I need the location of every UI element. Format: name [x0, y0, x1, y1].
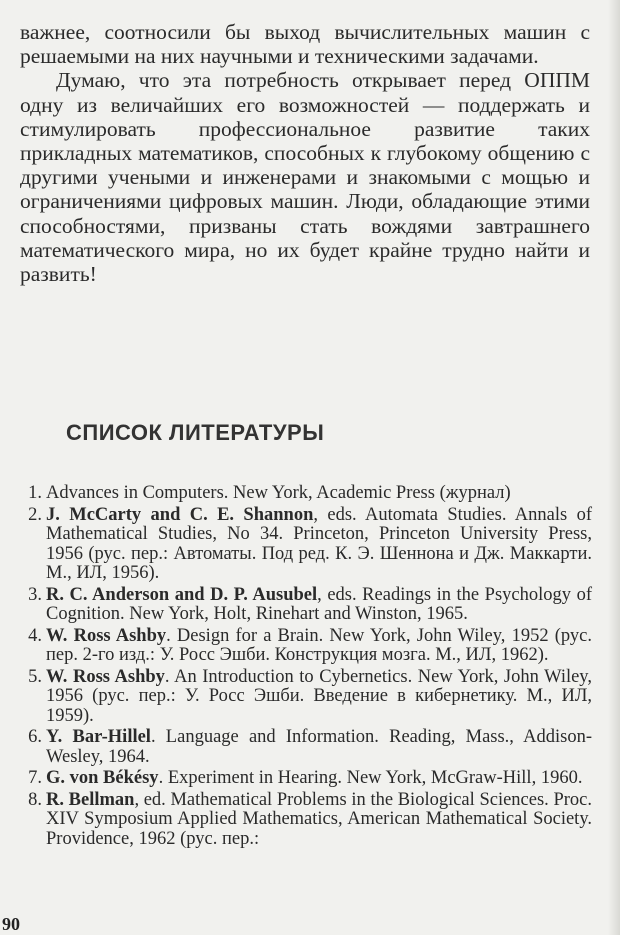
reference-text: . Language and Information. Reading, Mass., Addison-Wesley, 1964.	[46, 727, 592, 767]
reference-text: . An Introduction to Cybernetics. New York, John Wiley, 1956 (рус. пер.: У. Росс Эшби. Введение в кибернетику. М., ИЛ, 1959).	[46, 666, 592, 726]
reference-text: . Design for a Brain. New York, John Wiley, 1952 (рус. пер. 2-го изд.: У. Росс Эшби. Конструкция мозга. М., ИЛ, 1962).	[46, 625, 592, 665]
reference-item	[14, 627, 592, 666]
reference-text: . Experiment in Hearing. New York, McGraw-Hill, 1960.	[158, 768, 583, 788]
reference-authors: W. Ross Ashby	[46, 666, 165, 687]
reference-number: 2.	[28, 504, 42, 525]
reference-number: 1.	[28, 483, 42, 503]
reference-item	[14, 728, 592, 767]
reference-text: Advances in Computers. New York, Academic Press (журнал)	[46, 483, 511, 503]
reference-number: 5.	[28, 666, 42, 687]
reference-number: 3.	[28, 584, 42, 605]
reference-item	[14, 668, 592, 727]
reference-item	[14, 484, 592, 504]
reference-text: , eds. Automata Studies. Annals of Mathematical Studies, No 34. Princeton, Princeton University Press, 1956 (рус. пер.: Автоматы. Под ред. К. Э. Шеннона и Дж. Маккарти. М., ИЛ, 1956).	[46, 504, 592, 583]
page-edge-shadow	[608, 0, 620, 935]
paragraph: Думаю, что эта потребность открывает перед ОППМ одну из величайших его возможностей — поддержать и стимулировать профессиональное развитие таких прикладных математиков, способных к глубокому общению с другими учеными и инженерами и знакомыми с мощью и ограничениями цифровых машин. Люди, обладающие этими способностями, призваны стать вождями завтрашнего математического мира, но их будет крайне трудно найти и развить!	[20, 68, 590, 287]
reference-number: 7.	[28, 768, 42, 788]
reference-item	[14, 506, 592, 584]
reference-authors: R. Bellman	[46, 789, 135, 810]
page-number: 90	[2, 914, 20, 934]
reference-number: 6.	[28, 727, 42, 747]
paragraph: важнее, соотносили бы выход вычислительных машин с решаемыми на них научными и техническими задачами.	[20, 20, 590, 69]
reference-item	[14, 586, 592, 625]
reference-list	[14, 484, 592, 851]
reference-authors: R. C. Anderson and D. P. Ausubel	[46, 584, 318, 605]
reference-item	[14, 769, 592, 789]
reference-number: 8.	[28, 789, 42, 810]
reference-authors: G. von Békésy	[46, 768, 159, 788]
reference-text: , ed. Mathematical Problems in the Biological Sciences. Proc. XIV Symposium Applied Mathematics, American Mathematical Society. Providence, 1962 (рус. пер.:	[46, 789, 592, 849]
reference-authors: Y. Bar-Hillel	[46, 727, 151, 747]
reference-item	[14, 791, 592, 850]
reference-text: , eds. Readings in the Psychology of Cognition. New York, Holt, Rinehart and Winston, 1965.	[46, 584, 592, 624]
references-heading: СПИСОК ЛИТЕРАТУРЫ	[66, 420, 325, 445]
body-text	[20, 20, 590, 286]
reference-authors: W. Ross Ashby	[46, 625, 167, 646]
reference-authors: J. McCarty and C. E. Shannon	[46, 504, 314, 525]
reference-number: 4.	[28, 625, 42, 646]
